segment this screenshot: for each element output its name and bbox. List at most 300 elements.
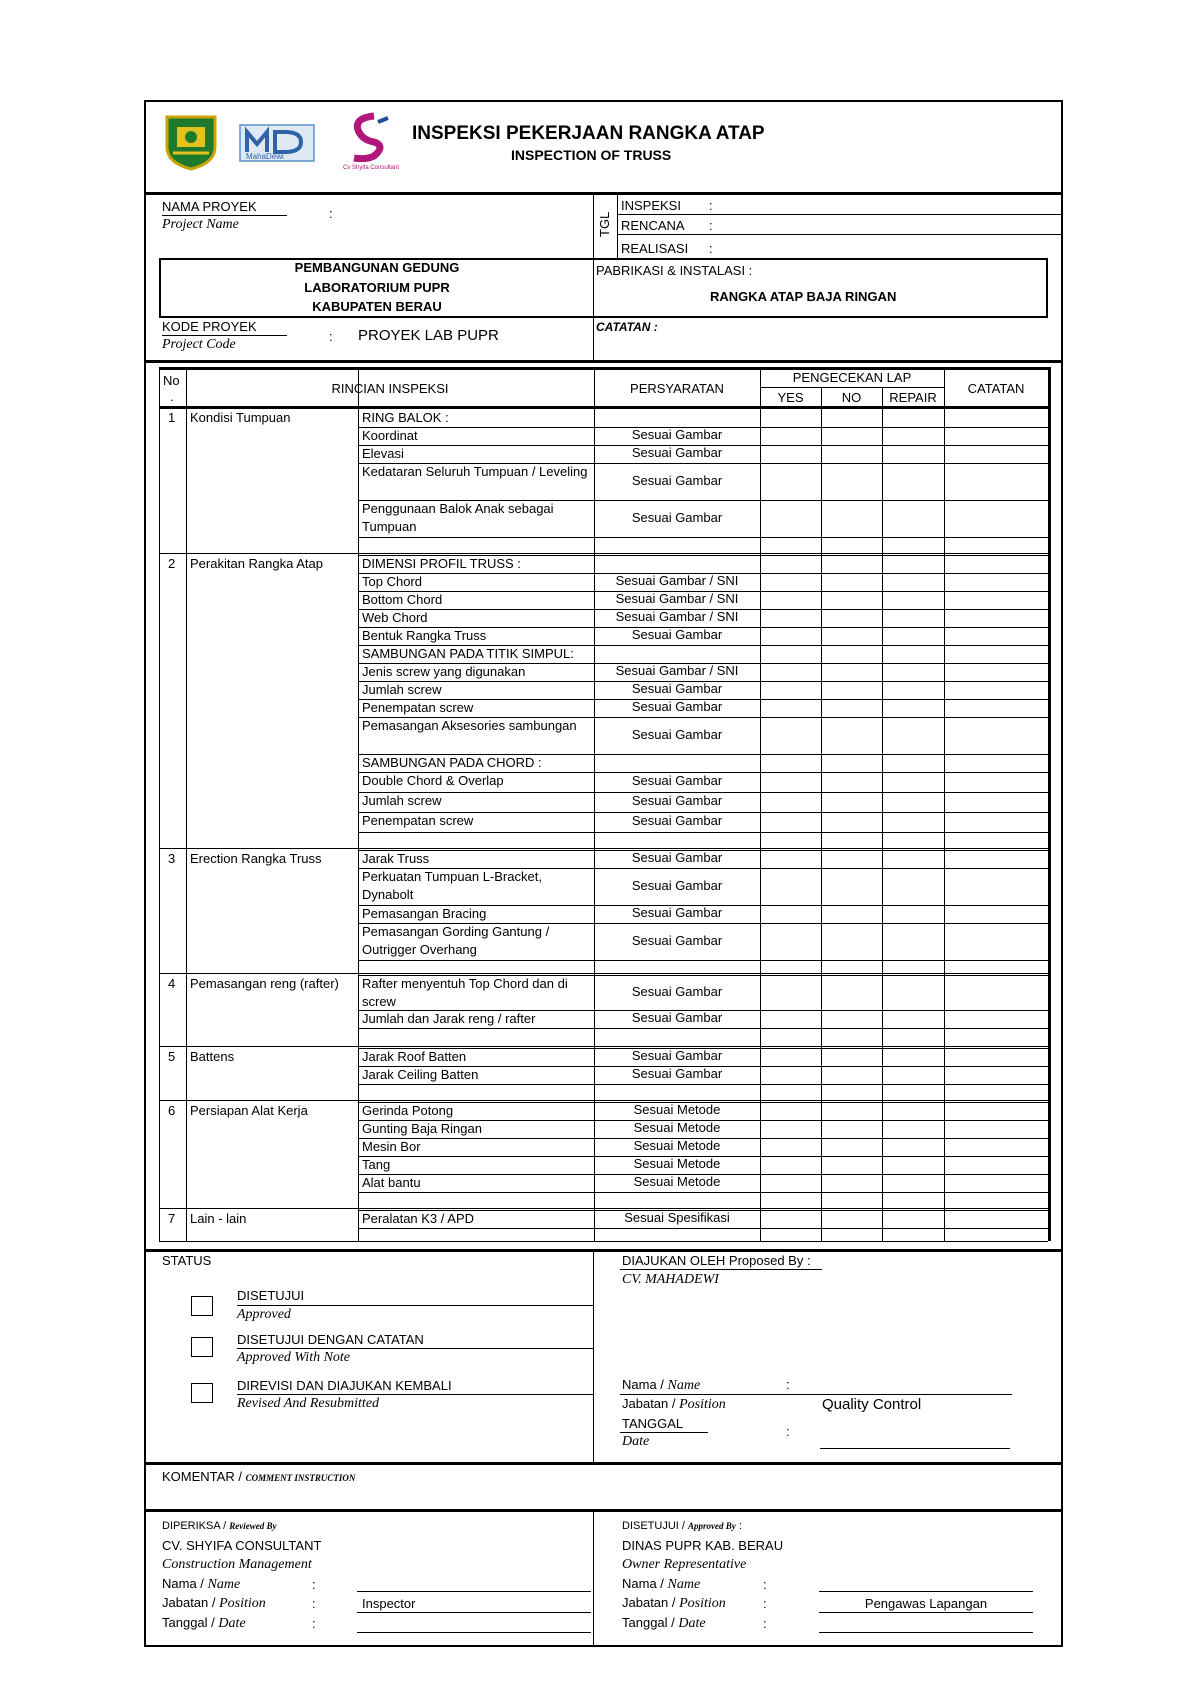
check-cell-no[interactable] (821, 573, 882, 591)
check-cell-repair[interactable] (882, 427, 944, 445)
check-cell-yes[interactable] (760, 555, 821, 573)
check-cell-no[interactable] (821, 1010, 882, 1028)
col-header-no-dot: . (170, 389, 174, 404)
inspection-item: Koordinat (362, 428, 418, 443)
status-revised-label: DIREVISI DAN DIAJUKAN KEMBALI (237, 1378, 452, 1393)
grid-line (1048, 367, 1051, 1241)
inspection-item: Perkuatan Tumpuan L-Bracket, Dynabolt (362, 869, 542, 902)
check-cell-note[interactable] (944, 772, 1048, 792)
check-cell-yes[interactable] (760, 463, 821, 500)
fabrication-value: RANGKA ATAP BAJA RINGAN (710, 289, 897, 304)
check-cell-note[interactable] (944, 1102, 1048, 1120)
date-plan-field[interactable] (617, 234, 1063, 235)
reviewed-position-colon: : (312, 1596, 316, 1611)
reviewed-date-colon: : (312, 1616, 316, 1631)
inspection-item: Web Chord (362, 610, 428, 625)
check-cell-no[interactable] (821, 1120, 882, 1138)
requirement-value: Sesuai Gambar (631, 1066, 723, 1081)
approved-role: Owner Representative (622, 1557, 747, 1572)
grid-line (159, 367, 160, 1241)
inspection-item: Top Chord (362, 574, 422, 589)
requirement-value: Sesuai Gambar (631, 445, 723, 460)
col-header-pengecekan: PENGECEKAN LAP (792, 370, 912, 385)
check-cell-yes[interactable] (760, 645, 821, 663)
underline (620, 1432, 708, 1433)
check-cell-yes[interactable] (760, 573, 821, 591)
section-number: 7 (168, 1211, 176, 1226)
requirement-value: Sesuai Gambar (631, 627, 723, 642)
check-cell-yes[interactable] (760, 663, 821, 681)
inspection-item: Penempatan screw (362, 813, 474, 828)
inspection-item: Pemasangan Bracing (362, 906, 487, 921)
check-cell-yes[interactable] (760, 699, 821, 717)
check-cell-yes[interactable] (760, 627, 821, 645)
check-cell-no[interactable] (821, 812, 882, 832)
underline (237, 1394, 593, 1395)
check-cell-note[interactable] (944, 1138, 1048, 1156)
check-cell-repair[interactable] (882, 975, 944, 1010)
check-cell-note[interactable] (944, 792, 1048, 812)
approved-date-field[interactable] (819, 1632, 1033, 1633)
row-line (358, 1241, 1048, 1242)
check-cell-repair[interactable] (882, 868, 944, 905)
notes-label: CATATAN : (596, 320, 658, 334)
form-title: INSPEKSI PEKERJAAN RANGKA ATAP (412, 123, 765, 144)
shyifa-logo (344, 112, 392, 162)
proposed-date-colon: : (786, 1424, 790, 1439)
check-cell-repair[interactable] (882, 1010, 944, 1028)
project-name-line-3: KABUPATEN BERAU (312, 299, 442, 314)
project-code-value: PROYEK LAB PUPR (358, 327, 499, 344)
status-label: STATUS (162, 1253, 212, 1268)
tgl-label: TGL (597, 211, 612, 237)
check-cell-no[interactable] (821, 663, 882, 681)
section-title: Pemasangan reng (rafter) (190, 976, 339, 991)
check-cell-repair[interactable] (882, 905, 944, 923)
divider (144, 192, 1063, 195)
inspection-item: Elevasi (362, 446, 404, 461)
check-cell-note[interactable] (944, 975, 1048, 1010)
check-cell-note[interactable] (944, 1210, 1048, 1228)
check-cell-note[interactable] (944, 555, 1048, 573)
check-cell-no[interactable] (821, 975, 882, 1010)
check-cell-yes[interactable] (760, 681, 821, 699)
proposed-date-field[interactable] (820, 1448, 1010, 1449)
row-line (358, 1084, 1048, 1085)
status-revised-checkbox[interactable] (191, 1383, 213, 1403)
requirement-value: Sesuai Gambar / SNI (615, 609, 739, 624)
status-approved-label-en: Approved (237, 1307, 291, 1322)
check-cell-no[interactable] (821, 923, 882, 960)
check-cell-note[interactable] (944, 645, 1048, 663)
check-cell-no[interactable] (821, 409, 882, 427)
approved-name-colon: : (763, 1577, 767, 1592)
project-name-label: NAMA PROYEK (162, 199, 257, 214)
inspection-item: Gerinda Potong (362, 1103, 454, 1118)
approved-date-label: Tanggal / Date (622, 1615, 706, 1631)
grid-line (760, 387, 944, 388)
check-cell-no[interactable] (821, 1048, 882, 1066)
check-cell-no[interactable] (821, 868, 882, 905)
check-cell-yes[interactable] (760, 445, 821, 463)
check-cell-no[interactable] (821, 681, 882, 699)
row-line (358, 1228, 1048, 1229)
reviewed-role: Construction Management (162, 1557, 312, 1572)
inspection-item: Penggunaan Balok Anak sebagai Tumpuan (362, 501, 554, 534)
proposed-position-label: Jabatan / Position (622, 1396, 726, 1412)
check-cell-repair[interactable] (882, 591, 944, 609)
inspection-item: Jarak Truss (362, 851, 430, 866)
requirement-value: Sesuai Gambar (631, 427, 723, 442)
check-cell-repair[interactable] (882, 1138, 944, 1156)
check-cell-no[interactable] (821, 1210, 882, 1228)
check-cell-no[interactable] (821, 1138, 882, 1156)
mahadewi-logo-text: MahaDewi (246, 152, 284, 161)
divider (144, 360, 1063, 363)
section-divider (159, 973, 1048, 974)
check-cell-repair[interactable] (882, 1210, 944, 1228)
grid-line (159, 367, 1048, 370)
requirement-value: Sesuai Gambar (631, 905, 723, 920)
proposed-name-colon: : (786, 1377, 790, 1392)
check-cell-yes[interactable] (760, 792, 821, 812)
check-cell-no[interactable] (821, 772, 882, 792)
check-cell-yes[interactable] (760, 754, 821, 772)
check-cell-note[interactable] (944, 754, 1048, 772)
project-name-label-en: Project Name (162, 217, 239, 232)
requirement-value: Sesuai Gambar (631, 850, 723, 865)
reviewed-name-label: Nama / Name (162, 1576, 241, 1592)
inspection-item: Jumlah screw (362, 793, 442, 808)
check-cell-yes[interactable] (760, 905, 821, 923)
check-cell-yes[interactable] (760, 772, 821, 792)
check-cell-repair[interactable] (882, 1120, 944, 1138)
reviewed-date-label: Tanggal / Date (162, 1615, 246, 1631)
check-cell-repair[interactable] (882, 681, 944, 699)
approved-name-label: Nama / Name (622, 1576, 701, 1592)
check-cell-no[interactable] (821, 699, 882, 717)
divider (593, 1250, 594, 1462)
section-number: 4 (168, 976, 176, 991)
check-cell-note[interactable] (944, 812, 1048, 832)
grid-line (186, 367, 187, 1241)
check-cell-repair[interactable] (882, 772, 944, 792)
inspection-item: Mesin Bor (362, 1139, 421, 1154)
check-cell-note[interactable] (944, 427, 1048, 445)
requirement-value: Sesuai Gambar (631, 773, 723, 788)
status-approved-note-checkbox[interactable] (191, 1337, 213, 1357)
proposed-label: DIAJUKAN OLEH Proposed By : (622, 1253, 811, 1268)
requirement-value: Sesuai Gambar (631, 932, 723, 948)
requirement-value: Sesuai Metode (633, 1102, 721, 1117)
check-cell-repair[interactable] (882, 754, 944, 772)
requirement-value: Sesuai Metode (633, 1138, 721, 1153)
col-header-no-check: NO (841, 390, 862, 405)
check-cell-note[interactable] (944, 1010, 1048, 1028)
inspection-item: DIMENSI PROFIL TRUSS : (362, 556, 521, 571)
inspection-item: Jarak Ceiling Batten (362, 1067, 479, 1082)
proposed-date-label-en: Date (622, 1434, 650, 1449)
check-cell-note[interactable] (944, 699, 1048, 717)
requirement-value: Sesuai Gambar (631, 509, 723, 525)
requirement-value: Sesuai Gambar / SNI (615, 573, 739, 588)
date-inspection-field[interactable] (617, 214, 1063, 215)
proposed-company: CV. MAHADEWI (622, 1272, 719, 1287)
inspection-item: RING BALOK : (362, 410, 449, 425)
date-inspection-label: INSPEKSI (621, 198, 681, 213)
inspection-item: Penempatan screw (362, 700, 474, 715)
check-cell-repair[interactable] (882, 923, 944, 960)
divider (593, 1510, 594, 1646)
check-cell-yes[interactable] (760, 868, 821, 905)
reviewed-position-field[interactable] (357, 1612, 591, 1613)
check-cell-note[interactable] (944, 1174, 1048, 1192)
check-cell-note[interactable] (944, 717, 1048, 754)
check-cell-yes[interactable] (760, 500, 821, 537)
check-cell-yes[interactable] (760, 812, 821, 832)
section-title: Erection Rangka Truss (190, 851, 322, 866)
check-cell-no[interactable] (821, 792, 882, 812)
inspection-item: Alat bantu (362, 1175, 421, 1190)
divider (617, 194, 618, 258)
check-cell-note[interactable] (944, 663, 1048, 681)
check-cell-no[interactable] (821, 609, 882, 627)
check-cell-no[interactable] (821, 645, 882, 663)
check-cell-repair[interactable] (882, 1174, 944, 1192)
check-cell-repair[interactable] (882, 1066, 944, 1084)
check-cell-no[interactable] (821, 500, 882, 537)
requirement-value: Sesuai Gambar (631, 793, 723, 808)
check-cell-yes[interactable] (760, 1048, 821, 1066)
comment-label: KOMENTAR / COMMENT INSTRUCTION (162, 1469, 356, 1484)
date-inspection-colon: : (709, 198, 713, 213)
check-cell-yes[interactable] (760, 1010, 821, 1028)
requirement-value: Sesuai Gambar / SNI (615, 663, 739, 678)
requirement-value: Sesuai Gambar (631, 726, 723, 742)
check-cell-repair[interactable] (882, 1048, 944, 1066)
requirement-value: Sesuai Gambar (631, 1010, 723, 1025)
section-divider (159, 1208, 1048, 1209)
check-cell-repair[interactable] (882, 500, 944, 537)
check-cell-yes[interactable] (760, 850, 821, 868)
check-cell-repair[interactable] (882, 573, 944, 591)
inspection-item: Pemasangan Gording Gantung / Outrigger Overhang (362, 924, 550, 957)
check-cell-yes[interactable] (760, 1066, 821, 1084)
check-cell-no[interactable] (821, 1156, 882, 1174)
check-cell-no[interactable] (821, 717, 882, 754)
approved-position-value: Pengawas Lapangan (864, 1596, 988, 1611)
reviewed-label: DIPERIKSA / Reviewed By (162, 1520, 277, 1532)
inspection-item: Rafter menyentuh Top Chord dan di screw (362, 976, 568, 1009)
check-cell-note[interactable] (944, 850, 1048, 868)
section-number: 3 (168, 851, 176, 866)
requirement-value: Sesuai Gambar (631, 699, 723, 714)
check-cell-no[interactable] (821, 427, 882, 445)
section-title: Kondisi Tumpuan (190, 410, 291, 425)
status-approved-checkbox[interactable] (191, 1296, 213, 1316)
section-title: Perakitan Rangka Atap (190, 556, 323, 571)
inspection-item: Jumlah screw (362, 682, 442, 697)
date-realization-label: REALISASI (621, 241, 689, 256)
check-cell-no[interactable] (821, 463, 882, 500)
check-cell-yes[interactable] (760, 1174, 821, 1192)
check-cell-repair[interactable] (882, 1156, 944, 1174)
section-number: 5 (168, 1049, 176, 1064)
regional-emblem-logo (163, 113, 219, 171)
row-line (358, 1192, 1048, 1193)
check-cell-no[interactable] (821, 1066, 882, 1084)
section-divider (159, 553, 1048, 554)
section-title: Lain - lain (190, 1211, 247, 1226)
check-cell-repair[interactable] (882, 627, 944, 645)
check-cell-no[interactable] (821, 905, 882, 923)
section-divider (159, 848, 1048, 849)
shyifa-logo-text: Cv Shyifa Consultant (343, 165, 400, 171)
divider (144, 1462, 1063, 1465)
approved-company: DINAS PUPR KAB. BERAU (622, 1538, 784, 1553)
check-cell-no[interactable] (821, 1102, 882, 1120)
check-cell-note[interactable] (944, 609, 1048, 627)
check-cell-yes[interactable] (760, 1138, 821, 1156)
check-cell-note[interactable] (944, 1048, 1048, 1066)
check-cell-note[interactable] (944, 500, 1048, 537)
proposed-date-label: TANGGAL (622, 1416, 684, 1431)
approved-position-field[interactable] (819, 1612, 1033, 1613)
check-cell-yes[interactable] (760, 1120, 821, 1138)
reviewed-position-label: Jabatan / Position (162, 1595, 266, 1611)
check-cell-yes[interactable] (760, 1210, 821, 1228)
check-cell-note[interactable] (944, 463, 1048, 500)
proposed-name-label: Nama / Name (622, 1377, 701, 1393)
check-cell-repair[interactable] (882, 645, 944, 663)
check-cell-repair[interactable] (882, 717, 944, 754)
section-title: Battens (190, 1049, 235, 1064)
row-line (358, 1028, 1048, 1029)
section-divider (159, 1046, 1048, 1047)
check-cell-repair[interactable] (882, 609, 944, 627)
check-cell-no[interactable] (821, 591, 882, 609)
check-cell-yes[interactable] (760, 1156, 821, 1174)
check-cell-note[interactable] (944, 1066, 1048, 1084)
inspection-item: Jarak Roof Batten (362, 1049, 467, 1064)
inspection-item: Gunting Baja Ringan (362, 1121, 482, 1136)
check-cell-note[interactable] (944, 681, 1048, 699)
requirement-value: Sesuai Gambar / SNI (615, 591, 739, 606)
check-cell-yes[interactable] (760, 409, 821, 427)
row-line (358, 832, 1048, 833)
check-cell-yes[interactable] (760, 427, 821, 445)
check-cell-repair[interactable] (882, 463, 944, 500)
form-subtitle: INSPECTION OF TRUSS (511, 147, 672, 163)
check-cell-note[interactable] (944, 627, 1048, 645)
divider (144, 1509, 1063, 1512)
status-approved-note-label-en: Approved With Note (237, 1350, 351, 1365)
check-cell-repair[interactable] (882, 812, 944, 832)
check-cell-repair[interactable] (882, 555, 944, 573)
check-cell-note[interactable] (944, 1156, 1048, 1174)
col-header-rincian: RINCIAN INSPEKSI (331, 381, 449, 396)
check-cell-note[interactable] (944, 1120, 1048, 1138)
check-cell-note[interactable] (944, 573, 1048, 591)
inspection-item: Jumlah dan Jarak reng / rafter (362, 1011, 536, 1026)
approved-date-colon: : (763, 1616, 767, 1631)
grid-line (358, 367, 359, 1241)
date-plan-colon: : (709, 218, 713, 233)
check-cell-yes[interactable] (760, 975, 821, 1010)
check-cell-repair[interactable] (882, 1102, 944, 1120)
date-realization-colon: : (709, 241, 713, 256)
project-code-label-en: Project Code (162, 337, 236, 352)
check-cell-no[interactable] (821, 850, 882, 868)
underline (162, 335, 287, 336)
check-cell-no[interactable] (821, 627, 882, 645)
check-cell-note[interactable] (944, 868, 1048, 905)
check-cell-repair[interactable] (882, 445, 944, 463)
col-header-no: No (163, 373, 180, 388)
check-cell-repair[interactable] (882, 663, 944, 681)
project-code-label: KODE PROYEK (162, 319, 257, 334)
inspection-item: SAMBUNGAN PADA TITIK SIMPUL: (362, 646, 574, 661)
check-cell-no[interactable] (821, 445, 882, 463)
section-number: 1 (168, 410, 176, 425)
reviewed-name-field[interactable] (357, 1591, 591, 1592)
section-divider (159, 1100, 1048, 1101)
section-number: 6 (168, 1103, 176, 1118)
check-cell-no[interactable] (821, 754, 882, 772)
check-cell-yes[interactable] (760, 609, 821, 627)
check-cell-note[interactable] (944, 591, 1048, 609)
underline (237, 1305, 593, 1306)
status-approved-note-label: DISETUJUI DENGAN CATATAN (237, 1332, 424, 1347)
proposed-name-field[interactable] (620, 1394, 1012, 1395)
col-header-yes: YES (777, 390, 804, 405)
project-name-line-2: LABORATORIUM PUPR (304, 280, 450, 295)
inspection-item: SAMBUNGAN PADA CHORD : (362, 755, 542, 770)
check-cell-note[interactable] (944, 445, 1048, 463)
check-cell-note[interactable] (944, 905, 1048, 923)
check-cell-note[interactable] (944, 409, 1048, 427)
fabrication-label: PABRIKASI & INSTALASI : (596, 263, 753, 278)
section-number: 2 (168, 556, 176, 571)
reviewed-company: CV. SHYIFA CONSULTANT (162, 1538, 322, 1553)
underline (620, 1269, 822, 1270)
check-cell-repair[interactable] (882, 792, 944, 812)
check-cell-no[interactable] (821, 555, 882, 573)
approved-position-label: Jabatan / Position (622, 1595, 726, 1611)
inspection-item: Peralatan K3 / APD (362, 1211, 475, 1226)
inspection-item: Jenis screw yang digunakan (362, 664, 526, 679)
requirement-value: Sesuai Gambar (631, 877, 723, 893)
check-cell-yes[interactable] (760, 1102, 821, 1120)
check-cell-note[interactable] (944, 923, 1048, 960)
check-cell-yes[interactable] (760, 923, 821, 960)
inspection-item: Pemasangan Aksesories sambungan (362, 718, 577, 733)
check-cell-repair[interactable] (882, 850, 944, 868)
inspection-item: Bottom Chord (362, 592, 443, 607)
project-code-colon: : (329, 329, 333, 344)
check-cell-yes[interactable] (760, 717, 821, 754)
reviewed-date-field[interactable] (357, 1632, 591, 1633)
check-cell-repair[interactable] (882, 699, 944, 717)
check-cell-no[interactable] (821, 1174, 882, 1192)
check-cell-yes[interactable] (760, 591, 821, 609)
proposed-position-value: Quality Control (822, 1396, 922, 1413)
inspection-item: Tang (362, 1157, 391, 1172)
approved-name-field[interactable] (819, 1591, 1033, 1592)
check-cell-repair[interactable] (882, 409, 944, 427)
project-name-colon: : (329, 206, 333, 221)
requirement-value: Sesuai Gambar (631, 681, 723, 696)
